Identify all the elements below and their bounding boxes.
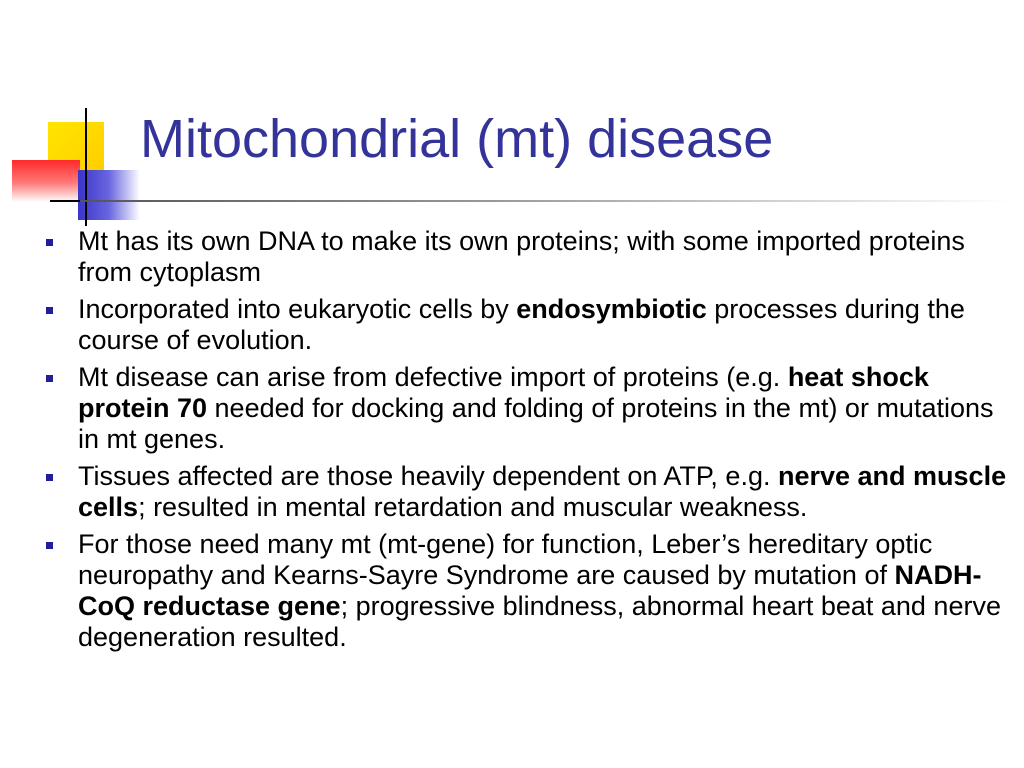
bullet-item <box>40 362 1008 455</box>
blue-square-decoration <box>78 170 140 220</box>
decorative-corner-graphic <box>0 100 150 230</box>
bullet-text: Tissues affected are those heavily dependent on ATP, e.g. <box>78 461 778 491</box>
square-bullet-icon <box>46 239 53 246</box>
bullet-text: For those need many mt (mt-gene) for function, Leber’s hereditary optic neuropathy and Kearns-Sayre Syndrome are caused by mutation of <box>78 529 933 590</box>
bullet-list <box>40 226 1008 659</box>
bullet-text: ; resulted in mental retardation and muscular weakness. <box>138 492 808 522</box>
square-bullet-icon <box>46 474 53 481</box>
bullet-text: Mt has its own DNA to make its own proteins; with some imported proteins from cytoplasm <box>78 226 965 287</box>
bullet-text: processes during the course of evolution. <box>78 294 965 355</box>
bullet-text: needed for docking and folding of proteins in the mt) or mutations in mt genes. <box>78 393 994 454</box>
bullet-item <box>40 529 1008 653</box>
square-bullet-icon <box>46 375 53 382</box>
bullet-text: Incorporated into eukaryotic cells by <box>78 294 517 324</box>
square-bullet-icon <box>46 542 53 549</box>
bullet-item <box>40 294 1008 356</box>
bullet-text: Mt disease can arise from defective import of proteins (e.g. <box>78 362 788 392</box>
bullet-emphasis: endosymbiotic <box>516 294 707 324</box>
square-bullet-icon <box>46 307 53 314</box>
bullet-emphasis: NADH-CoQ reductase gene <box>78 560 982 621</box>
bullet-text: ; progressive blindness, abnormal heart beat and nerve degeneration resulted. <box>78 591 1001 652</box>
bullet-item <box>40 226 1008 288</box>
bullet-emphasis: heat shock protein 70 <box>78 362 929 423</box>
vertical-line-decoration <box>85 108 87 226</box>
slide-title: Mitochondrial (mt) disease <box>140 109 774 169</box>
bullet-item <box>40 461 1008 523</box>
title-underline <box>80 200 1010 202</box>
red-square-decoration <box>12 160 80 202</box>
bullet-emphasis: nerve and muscle cells <box>78 461 1007 522</box>
